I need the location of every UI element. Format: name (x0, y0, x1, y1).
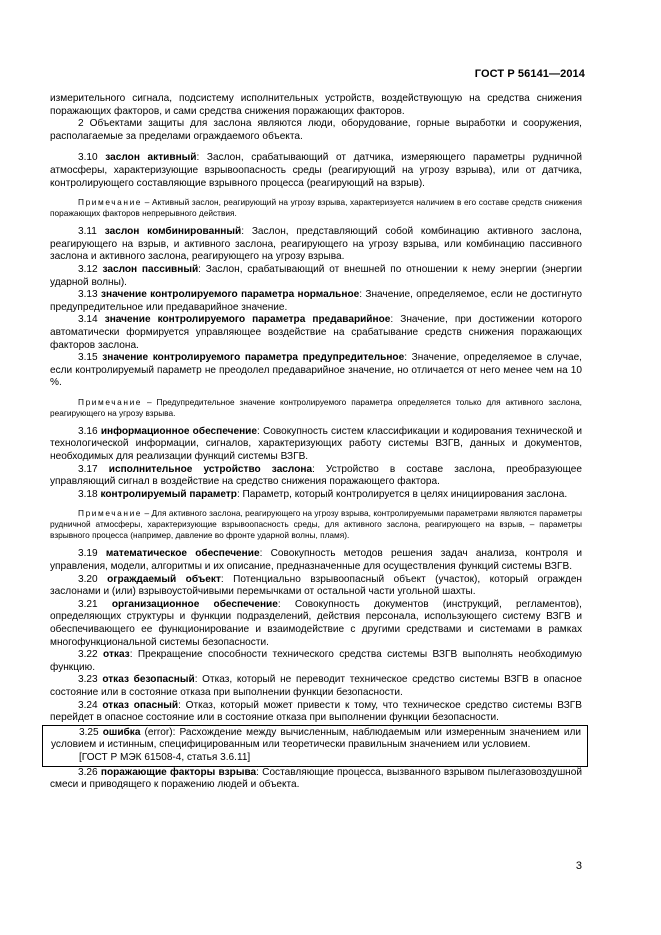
term-title: заслон активный (105, 152, 197, 164)
paragraph-continuation: измерительного сигнала, подсистему исполнительных устройств, воздействующую на средства снижения поражающих факторов, и сами средства снижения поражающих факторов. (50, 93, 582, 117)
term-entry-3-12: 3.12 заслон пассивный: Заслон, срабатывающий от внешней по отношении к нему энергии (энергии ударной волны). (50, 263, 582, 288)
term-title: отказ опасный (102, 699, 179, 711)
term-entry-3-26: 3.26 поражающие факторы взрыва: Составляющие процесса, вызванного взрывом пылегазовоздушной смеси и приводящего к поражению людей и объекта. (50, 766, 582, 791)
term-title: значение контролируемого параметра предаварийное (104, 314, 391, 326)
term-title: отказ безопасный (102, 674, 195, 686)
term-title: исполнительное устройство заслона (108, 463, 313, 475)
page-number: 3 (575, 860, 582, 872)
term-entry-3-19: 3.19 математическое обеспечение: Совокупность методов решения задач анализа, контроля и управления, модели, алгоритмы и их описание, предназначенные для осуществления функций системы ВЗГВ. (50, 548, 582, 573)
note-3: Примечание – Для активного заслона, реагирующего на угрозу взрыва, контролируемыми параметрами являются параметры рудничной атмосферы, характеризующие взрывоопасность среды, для активного заслона, реагирующего на взрыв, – параметры взрывного процесса (например, давление во фронте ударной волны, пламя). (50, 508, 582, 541)
note-label: Примечание (78, 508, 143, 519)
framed-term-entry-3-25 (42, 725, 588, 767)
term-title: заслон пассивный (102, 263, 199, 275)
term-entry-3-15: 3.15 значение контролируемого параметра предупредительное: Значение, определяемое в случае, если контролируемый параметр не преодолел предаварийное значение, но отличается от него менее чем на 10 %. (50, 352, 582, 389)
term-title: контролируемый параметр (100, 488, 237, 500)
term-entry-3-11: 3.11 заслон комбинированный: Заслон, представляющий собой комбинацию активного заслона, реагирующего на взрыв, и активного заслона, реагирующего на угрозу взрыва, или комбинацию пассивного заслона и активного заслона, реагирующего на угрозу взрыва. (50, 226, 582, 263)
term-entry-3-20: 3.20 ограждаемый объект: Потенциально взрывоопасный объект (участок), который огражден заслонами и (или) взрывоустойчивыми перемычками от остальной части угольной шахты. (50, 573, 583, 598)
page-header-standard-code: ГОСТ Р 56141—2014 (474, 68, 585, 80)
note-1: Примечание – Активный заслон, реагирующий на угрозу взрыва, характеризуется наличием в его составе средств снижения поражающих факторов непрерывного действия. (50, 197, 582, 219)
document-body (50, 93, 582, 792)
term-entry-3-14: 3.14 значение контролируемого параметра предаварийное: Значение, при достижении которого автоматически формируется управляющее воздействие на срабатывание средств снижения поражающих факторов заслона. (50, 314, 582, 351)
term-title: математическое обеспечение (105, 548, 260, 560)
note-2: Примечание – Предупредительное значение контролируемого параметра определяется только для активного заслона, реагирующего на угрозу взрыва. (50, 396, 582, 418)
term-title: ошибка (102, 726, 141, 738)
paragraph-note-2: 2 Объектами защиты для заслона являются люди, оборудование, горные выработки и сооружения, располагаемые за пределами ограждаемого объекта. (50, 118, 582, 142)
term-title: поражающие факторы взрыва (100, 766, 257, 778)
term-entry-3-23: 3.23 отказ безопасный: Отказ, который не переводит техническое средство системы ВЗГВ в опасное состояние или в состояние отказа при выполнении функции безопасности. (50, 674, 582, 698)
term-title: заслон комбинированный (104, 226, 242, 238)
note-label: Примечание (78, 197, 143, 208)
term-entry-3-10: 3.10 заслон активный: Заслон, срабатывающий от датчика, измеряющего параметры рудничной атмосферы, характеризующие взрывоопасность среды (реагирующий на угрозу взрыва), или от датчика, контролирующего составляющие взрывного процесса (реагирующий на взрыв). (50, 152, 582, 189)
term-entry-3-16: 3.16 информационное обеспечение: Совокупность систем классификации и кодирования технической и технологической информации, сигналов, характеризующих работу системы ВЗГВ, данных и документов, необходимых для реализации функций системы ВЗГВ. (50, 425, 582, 463)
term-title: информационное обеспечение (100, 425, 258, 437)
term-entry-3-17: 3.17 исполнительное устройство заслона: Устройство в составе заслона, преобразующее управляющий сигнал в воздействие на средство снижения поражающего фактора. (50, 463, 582, 488)
source-reference: [ГОСТ Р МЭК 61508-4, статья 3.6.11] (79, 751, 251, 763)
term-entry-3-24: 3.24 отказ опасный: Отказ, который может привести к тому, что техническое средство системы ВЗГВ перейдет в опасное состояние или в состояние отказа при выполнении функции безопасности. (50, 699, 582, 724)
term-entry-3-18: 3.18 контролируемый параметр: Параметр, который контролируется в целях инициирования заслона. (78, 488, 568, 500)
term-title: организационное обеспечение (111, 598, 278, 610)
term-title: отказ (103, 649, 130, 661)
term-entry-3-21: 3.21 организационное обеспечение: Совокупность документов (инструкций, регламентов), определяющих структуры и функции подразделений, действия персонала, использующего систему ВЗГВ и обеспечивающего ее функционирование и взаимодействие с другими средствами и системами в рамках многофункциональной системы безопасности. (50, 598, 582, 648)
note-label: Примечание (78, 396, 143, 407)
term-entry-3-22: 3.22 отказ: Прекращение способности технического средства системы ВЗГВ выполнять необходимую функцию. (50, 649, 582, 673)
term-title: ограждаемый объект (107, 573, 221, 585)
term-title: значение контролируемого параметра предупредительное (102, 352, 405, 364)
term-entry-3-13: 3.13 значение контролируемого параметра нормальное: Значение, определяемое, если не достигнуто предупредительное или предаварийное значение. (50, 289, 583, 313)
term-entry-3-25: 3.25 ошибка (error): Расхождение между вычисленным, наблюдаемым или измеренным значением или условием и истинным, специфицированным или теоретически правильным значением или условием. (51, 726, 581, 751)
term-title: значение контролируемого параметра нормальное (100, 289, 360, 301)
